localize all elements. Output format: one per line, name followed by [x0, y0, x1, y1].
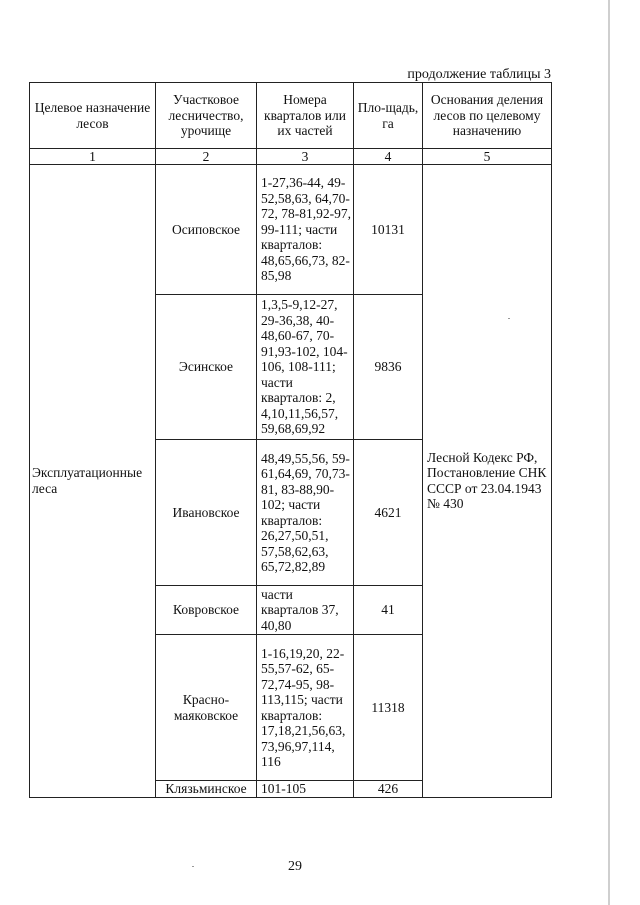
quarters-cell: 1,3,5-9,12-27, 29-36,38, 40-48,60-67, 70-91,93-102, 104-106, 108-111; части кварталов: 2, 4,10,11,56,57, 59,68,69,92 — [257, 295, 354, 440]
table-row — [30, 165, 552, 295]
quarters-cell: 48,49,55,56, 59-61,64,69, 70,73-81, 83-88,90-102; части кварталов: 26,27,50,51, 57,58,62,63, 65,72,82,89 — [257, 440, 354, 586]
forestry-cell: Эсинское — [156, 295, 257, 440]
forestry-cell: Осиповское — [156, 165, 257, 295]
purpose-cell: Эксплуатационные леса — [30, 165, 156, 798]
area-cell: 426 — [354, 781, 423, 798]
forestry-cell: Ковровское — [156, 586, 257, 635]
header-area: Пло-щадь, га — [354, 83, 423, 149]
page-edge-line — [608, 0, 610, 905]
area-cell: 41 — [354, 586, 423, 635]
column-number: 5 — [423, 149, 552, 165]
table-header-row — [30, 83, 552, 149]
forestry-cell: Красно-маяковское — [156, 635, 257, 781]
column-number-row — [30, 149, 552, 165]
area-cell: 4621 — [354, 440, 423, 586]
scan-speck — [508, 318, 510, 319]
forest-purpose-table — [29, 82, 552, 798]
area-cell: 9836 — [354, 295, 423, 440]
basis-cell: Лесной Кодекс РФ, Постановление СНК СССР от 23.04.1943 № 430 — [423, 165, 552, 798]
area-cell: 11318 — [354, 635, 423, 781]
forestry-cell: Клязьминское — [156, 781, 257, 798]
column-number: 1 — [30, 149, 156, 165]
column-number: 4 — [354, 149, 423, 165]
header-forestry: Участковое лесничество, урочище — [156, 83, 257, 149]
quarters-cell: 101-105 — [257, 781, 354, 798]
area-cell: 10131 — [354, 165, 423, 295]
column-number: 2 — [156, 149, 257, 165]
quarters-cell: 1-16,19,20, 22-55,57-62, 65-72,74-95, 98-113,115; части кварталов: 17,18,21,56,63, 73,96,97,114, 116 — [257, 635, 354, 781]
header-purpose: Целевое назначение лесов — [30, 83, 156, 149]
column-number: 3 — [257, 149, 354, 165]
quarters-cell: 1-27,36-44, 49-52,58,63, 64,70-72, 78-81,92-97, 99-111; части кварталов: 48,65,66,73, 82-85,98 — [257, 165, 354, 295]
page-number: 29 — [288, 859, 302, 874]
forestry-cell: Ивановское — [156, 440, 257, 586]
header-quarters: Номера кварталов или их частей — [257, 83, 354, 149]
quarters-cell: части кварталов 37, 40,80 — [257, 586, 354, 635]
table-continuation-caption: продолжение таблицы 3 — [407, 67, 551, 82]
header-basis: Основания деления лесов по целевому назначению — [423, 83, 552, 149]
